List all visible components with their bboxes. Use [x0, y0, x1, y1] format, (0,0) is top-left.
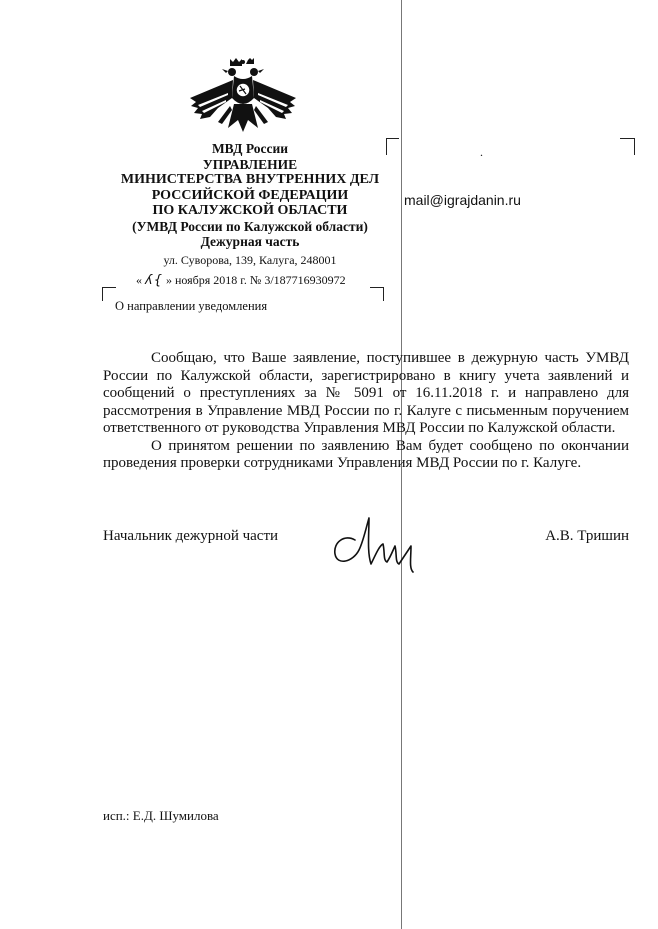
- letterhead-line-region: ПО КАЛУЖСКОЙ ОБЛАСТИ: [152, 203, 348, 218]
- addressee-corner-left: [386, 138, 399, 155]
- addressee-dot: .: [480, 145, 483, 159]
- subject-corner-right: [370, 287, 384, 301]
- letterhead-address: ул. Суворова, 139, Калуга, 248001: [163, 252, 337, 267]
- letterhead: [100, 141, 400, 268]
- addressee-email: mail@igrajdanin.ru: [404, 192, 521, 208]
- registration-date-number: » ноября 2018 г. № 3/187716930972: [165, 273, 346, 287]
- signatory-name: А.В. Тришин: [545, 528, 629, 544]
- letterhead-line-abbrev: (УМВД России по Калужской области): [132, 218, 368, 234]
- letter-body: [103, 350, 629, 473]
- registration-day-handwritten: ʎ{: [145, 273, 163, 288]
- executor-note: исп.: Е.Д. Шумилова: [103, 808, 219, 823]
- double-headed-eagle-emblem-icon: [188, 58, 298, 144]
- letterhead-line-directorate: УПРАВЛЕНИЕ: [202, 156, 298, 172]
- signatory-position: Начальник дежурной части: [103, 528, 279, 544]
- body-paragraph-2: О принятом решении по заявлению Вам будет сообщено по окончании проведения проверки сотрудниками Управления МВД России по г. Калуге.: [103, 437, 629, 471]
- registration-line: [136, 273, 346, 288]
- letterhead-line-federation: РОССИЙСКОЙ ФЕДЕРАЦИИ: [151, 187, 349, 203]
- body-paragraph-1: Сообщаю, что Ваше заявление, поступившее в дежурную часть УМВД России по Калужской области, зарегистрировано в книгу учета заявлений и сообщений о преступлениях за № 5091 от 16.11.2018 г. и направлено для рассмотрения в Управление МВД России по г. Калуге с письменным поручением ответственного от руководства Управления МВД России по Калужской области.: [103, 350, 629, 436]
- subject-line: О направлении уведомления: [115, 299, 268, 313]
- registration-open-quote: «: [136, 273, 142, 287]
- letterhead-line-ministry: МИНИСТЕРСТВА ВНУТРЕННИХ ДЕЛ: [120, 172, 380, 187]
- letterhead-line-duty-unit: Дежурная часть: [200, 234, 300, 249]
- addressee-corner-right: [620, 138, 635, 155]
- letterhead-line-mvd: МВД России: [211, 141, 289, 156]
- subject-corner-left: [102, 287, 116, 301]
- handwritten-signature-icon: [325, 512, 435, 574]
